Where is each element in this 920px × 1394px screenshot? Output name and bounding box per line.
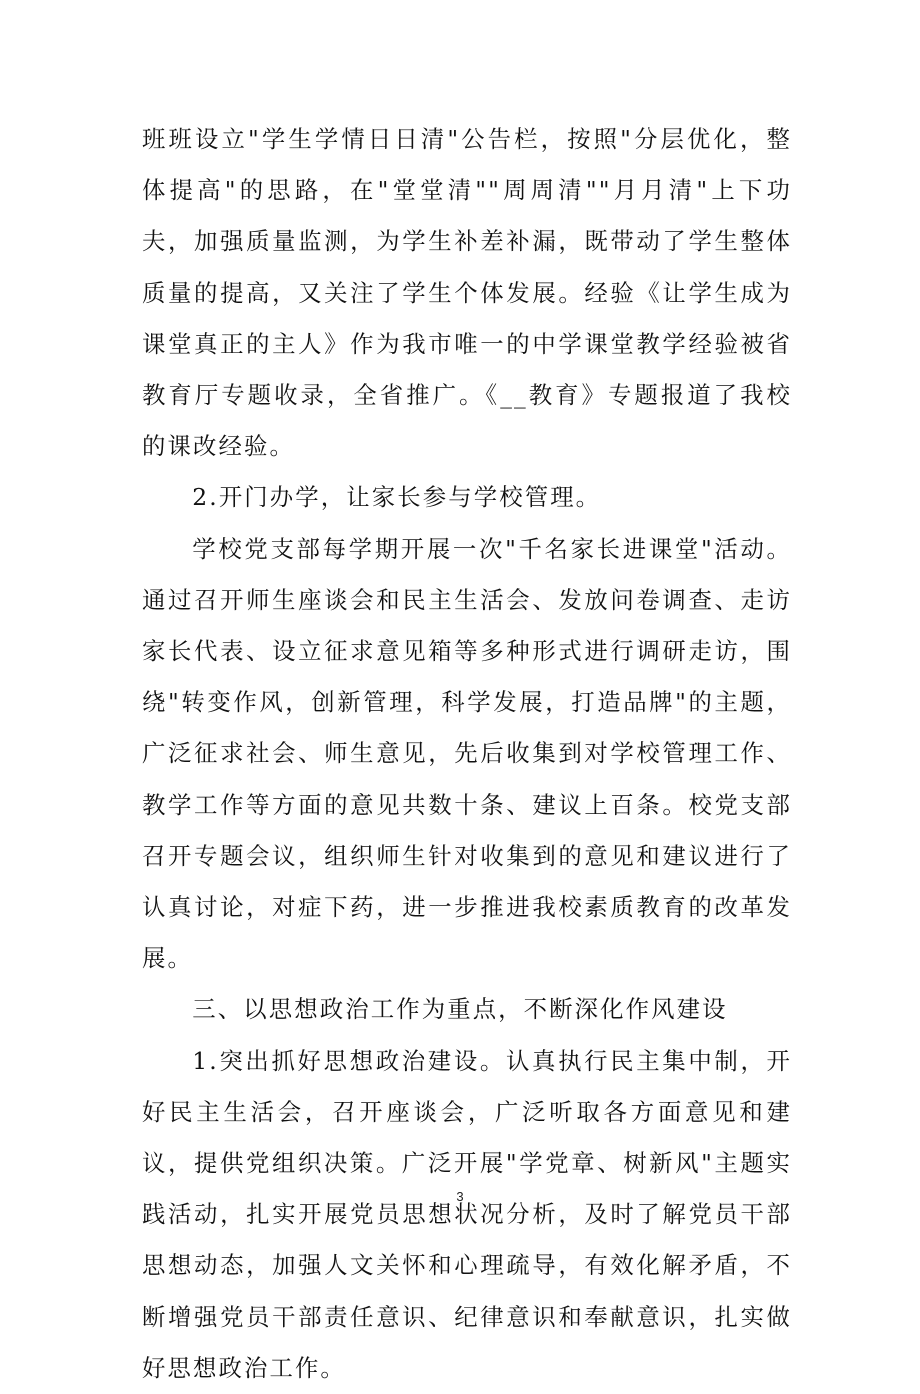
paragraph-parents-activity: 学校党支部每学期开展一次"千名家长进课堂"活动。通过召开师生座谈会和民主生活会、发放问卷调查、走访家长代表、设立征求意见箱等多种形式进行调研走访，围绕"转变作风，创新管理，科学发展，打造品牌"的主题，广泛征求社会、师生意见，先后收集到对学校管理工作、教学工作等方面的意见共数十条、建议上百条。校党支部召开专题会议，组织师生针对收集到的意见和建议进行了认真讨论，对症下药，进一步推进我校素质教育的改革发展。 bbox=[142, 534, 792, 973]
page-number: 3 bbox=[456, 1189, 464, 1204]
paragraph-heading-open-school: 2.开门办学，让家长参与学校管理。 bbox=[192, 483, 602, 512]
paragraph-continuation: 班班设立"学生学情日日清"公告栏，按照"分层优化，整体提高"的思路，在"堂堂清""周周清""月月清"上下功夫，加强质量监测，为学生补差补漏，既带动了学生整体质量的提高，又关注了学生个体发展。经验《让学生成为课堂真正的主人》作为我市唯一的中学课堂教学经验被省教育厅专题收录，全省推广。《__教育》专题报道了我校的课改经验。 bbox=[142, 125, 792, 461]
paragraph-political-construction: 1.突出抓好思想政治建设。认真执行民主集中制，开好民主生活会，召开座谈会，广泛听取各方面意见和建议，提供党组织决策。广泛开展"学党章、树新风"主题实践活动，扎实开展党员思想状况分析，及时了解党员干部思想动态，加强人文关怀和心理疏导，有效化解矛盾，不断增强党员干部责任意识、纪律意识和奉献意识，扎实做好思想政治工作。 bbox=[142, 1046, 792, 1382]
section-heading-political-work: 三、以思想政治工作为重点，不断深化作风建设 bbox=[192, 995, 728, 1024]
